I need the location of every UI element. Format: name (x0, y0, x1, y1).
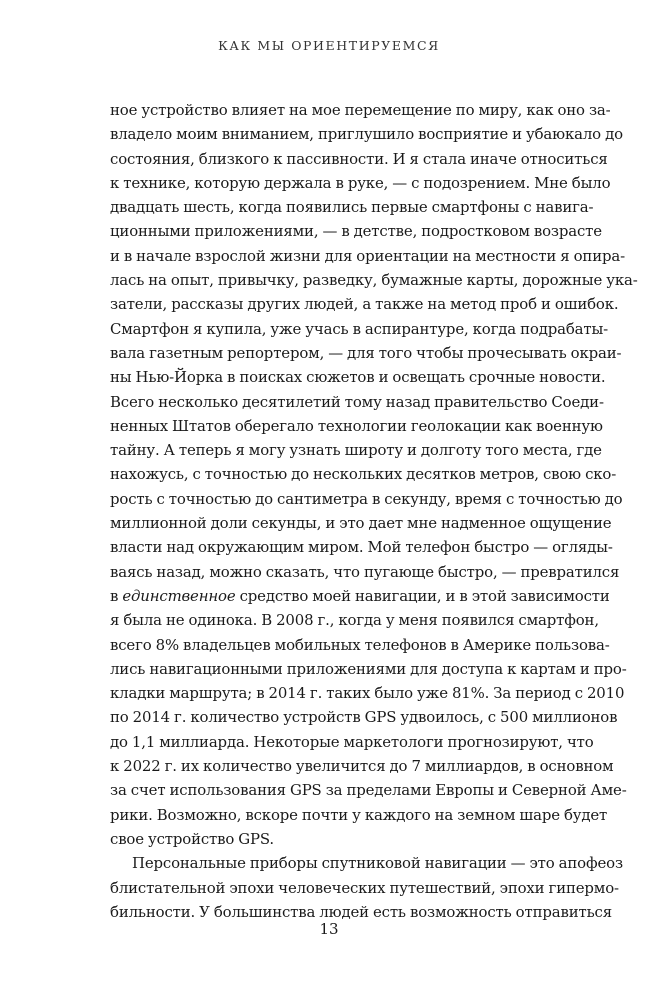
text-line: за счет использования GPS за пределами Европы и Северной Аме- (110, 781, 627, 800)
text-line: по 2014 г. количество устройств GPS удвоилось, с 500 миллионов (110, 708, 618, 727)
paragraph (110, 98, 638, 851)
text-line: до 1,1 миллиарда. Некоторые маркетологи прогнозируют, что (110, 732, 594, 751)
text-fragment: средство моей навигации, и в этой зависимости (235, 586, 610, 605)
text-line: состояния, близкого к пассивности. И я стала иначе относиться (110, 149, 608, 168)
text-line: Персональные приборы спутниковой навигации — это апофеоз (132, 854, 623, 873)
text-line: ненных Штатов оберегало технологии геолокации как военную (110, 416, 603, 435)
text-line: блистательной эпохи человеческих путешествий, эпохи гипермо- (110, 878, 619, 897)
text-line: ны Нью-Йорка в поисках сюжетов и освещать срочные новости. (110, 368, 606, 387)
text-fragment: в (110, 586, 123, 605)
text-line: нахожусь, с точностью до нескольких десятков метров, свою ско- (110, 465, 617, 484)
text-line-with-emphasis (110, 584, 610, 608)
text-line: бильности. У большинства людей есть возможность отправиться (110, 902, 612, 921)
text-line: к 2022 г. их количество увеличится до 7 миллиардов, в основном (110, 757, 614, 776)
text-line: ваясь назад, можно сказать, что пугающе быстро, — превратился (110, 562, 620, 581)
page-number: 13 (319, 920, 339, 938)
text-line: к технике, которую держала в руке, — с подозрением. Мне было (110, 173, 611, 192)
text-line: лись навигационными приложениями для доступа к картам и про- (110, 659, 627, 678)
text-line: Смартфон я купила, уже учась в аспирантуре, когда подрабаты- (110, 319, 609, 338)
text-line: лась на опыт, привычку, разведку, бумажные карты, дорожные ука- (110, 271, 638, 290)
text-line: свое устройство GPS. (110, 829, 274, 848)
paragraph (110, 851, 623, 924)
text-line: и в начале взрослой жизни для ориентации на местности я опира- (110, 246, 625, 265)
text-line: кладки маршрута; в 2014 г. таких было уже 81%. За период с 2010 (110, 684, 625, 703)
emphasized-word: единственное (122, 586, 236, 605)
text-line: власти над окружающим миром. Мой телефон быстро — огляды- (110, 538, 613, 557)
text-line: миллионной доли секунды, и это дает мне надменное ощущение (110, 514, 612, 533)
text-line: Всего несколько десятилетий тому назад правительство Соеди- (110, 392, 604, 411)
text-line: ционными приложениями, — в детстве, подростковом возрасте (110, 222, 602, 241)
running-head: КАК МЫ ОРИЕНТИРУЕМСЯ (218, 38, 440, 53)
text-line: вала газетным репортером, — для того чтобы прочесывать окраи- (110, 343, 622, 362)
body-text (110, 98, 638, 924)
text-line: я была не одинока. В 2008 г., когда у меня появился смартфон, (110, 611, 599, 630)
text-line: двадцать шесть, когда появились первые смартфоны с навига- (110, 198, 594, 217)
text-line: рость с точностью до сантиметра в секунду, время с точностью до (110, 489, 623, 508)
text-line: всего 8% владельцев мобильных телефонов в Америке пользова- (110, 635, 610, 654)
text-line: затели, рассказы других людей, а также на метод проб и ошибок. (110, 295, 619, 314)
text-line: рики. Возможно, вскоре почти у каждого на земном шаре будет (110, 805, 608, 824)
text-line: владело моим вниманием, приглушило восприятие и убаюкало до (110, 125, 623, 144)
text-line: тайну. А теперь я могу узнать широту и долготу того места, где (110, 441, 602, 460)
text-line: ное устройство влияет на мое перемещение по миру, как оно за- (110, 101, 611, 119)
